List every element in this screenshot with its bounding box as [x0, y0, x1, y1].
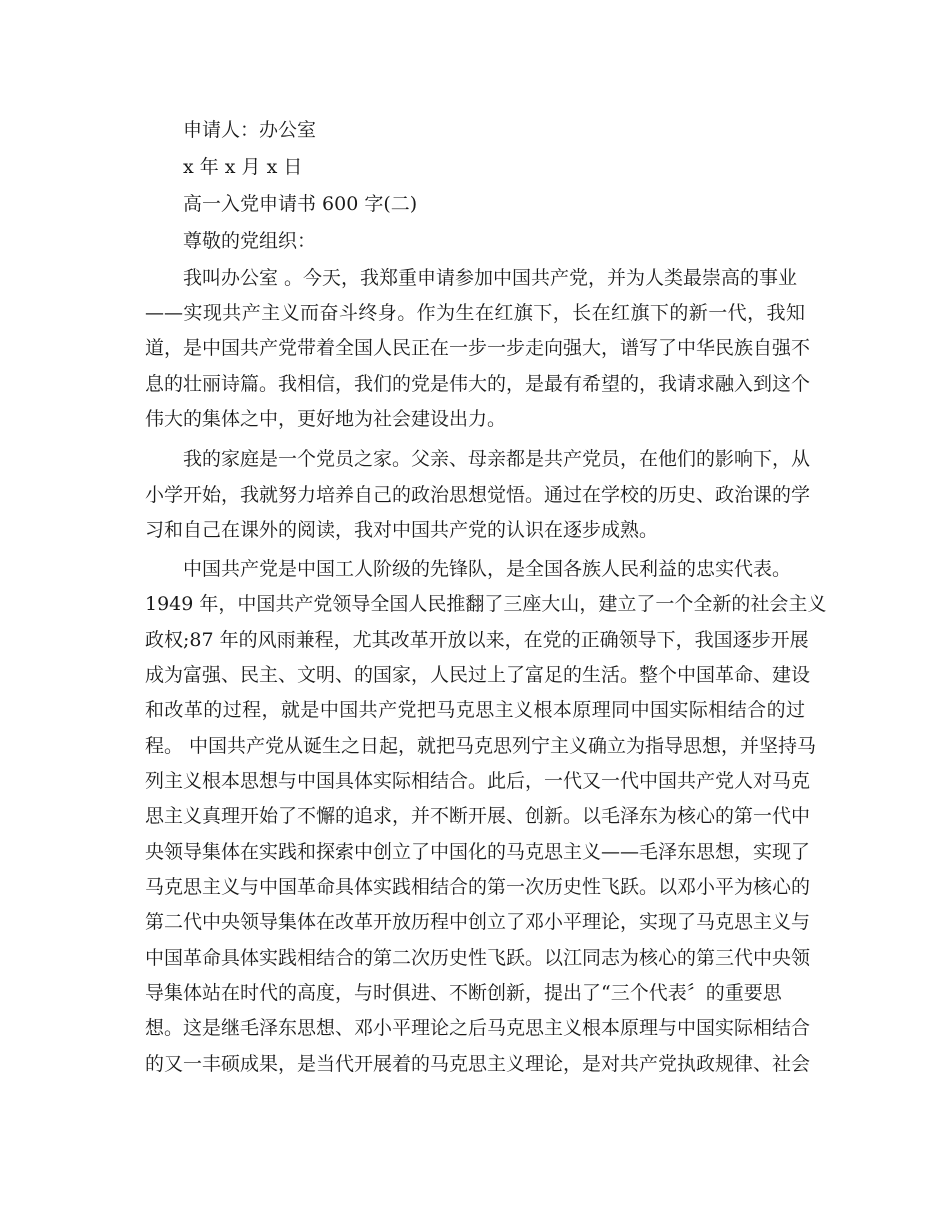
- salutation: 尊敬的党组织：: [183, 230, 317, 252]
- paragraph-3-line-10: 马克思主义与中国革命具体实践相结合的第一次历史性飞跃。以邓小平为核心的: [145, 876, 811, 898]
- date-line: x 年 x 月 x 日: [183, 156, 303, 178]
- section-title: 高一入党申请书 600 字(二): [183, 193, 418, 215]
- paragraph-3-line-9: 央领导集体在实践和探索中创立了中国化的马克思主义——毛泽东思想，实现了: [145, 841, 811, 863]
- paragraph-3-line-4: 成为富强、民主、文明、的国家，人民过上了富足的生活。整个中国革命、建设: [145, 664, 811, 686]
- applicant-line: 申请人：办公室: [183, 119, 317, 141]
- paragraph-3-line-5: 和改革的过程，就是中国共产党把马克思主义根本原理同中国实际相结合的过: [145, 699, 805, 721]
- paragraph-2-line-2: 小学开始，我就努力培养自己的政治思想觉悟。通过在学校的历史、政治课的学: [145, 484, 811, 506]
- paragraph-3-line-3: 政权;87 年的风雨兼程，尤其改革开放以来，在党的正确领导下，我国逐步开展: [145, 629, 809, 651]
- paragraph-1-line-1: 我叫办公室 。今天，我郑重申请参加中国共产党，并为人类最崇高的事业: [183, 267, 798, 289]
- paragraph-3-line-14: 想。这是继毛泽东思想、邓小平理论之后马克思主义根本原理与中国实际相结合: [145, 1017, 811, 1039]
- paragraph-3-line-2: 1949 年，中国共产党领导全国人民推翻了三座大山，建立了一个全新的社会主义: [145, 593, 827, 615]
- paragraph-2-line-3: 习和自己在课外的阅读，我对中国共产党的认识在逐步成熟。: [145, 519, 659, 541]
- paragraph-3-line-15: 的又一丰硕成果，是当代开展着的马克思主义理论，是对共产党执政规律、社会: [145, 1053, 811, 1075]
- paragraph-1-line-3: 道，是中国共产党带着全国人民正在一步一步走向强大，谱写了中华民族自强不: [145, 337, 811, 359]
- paragraph-1-line-2: ——实现共产主义而奋斗终身。作为生在红旗下，长在红旗下的新一代，我知: [145, 302, 805, 324]
- paragraph-3-line-12: 中国革命具体实践相结合的第二次历史性飞跃。以江同志为核心的第三代中央领: [145, 947, 811, 969]
- paragraph-3-line-7: 列主义根本思想与中国具体实际相结合。此后，一代又一代中国共产党人对马克: [145, 770, 811, 792]
- paragraph-1-line-4: 息的壮丽诗篇。我相信，我们的党是伟大的，是最有希望的，我请求融入到这个: [145, 373, 811, 395]
- paragraph-3-line-1: 中国共产党是中国工人阶级的先锋队，是全国各族人民利益的忠实代表。: [183, 558, 792, 580]
- paragraph-3-line-11: 第二代中央领导集体在改革开放历程中创立了邓小平理论，实现了马克思主义与: [145, 911, 811, 933]
- paragraph-1-line-5: 伟大的集体之中，更好地为社会建设出力。: [145, 408, 507, 430]
- paragraph-3-line-6: 程。 中国共产党从诞生之日起，就把马克思列宁主义确立为指导思想，并坚持马: [145, 735, 817, 757]
- paragraph-3-line-13: 导集体站在时代的高度，与时俱进、不断创新，提出了“三个代表〞的重要思: [145, 982, 782, 1004]
- paragraph-3-line-8: 思主义真理开始了不懈的追求，并不断开展、创新。以毛泽东为核心的第一代中: [145, 805, 811, 827]
- paragraph-2-line-1: 我的家庭是一个党员之家。父亲、母亲都是共产党员，在他们的影响下，从: [183, 448, 811, 470]
